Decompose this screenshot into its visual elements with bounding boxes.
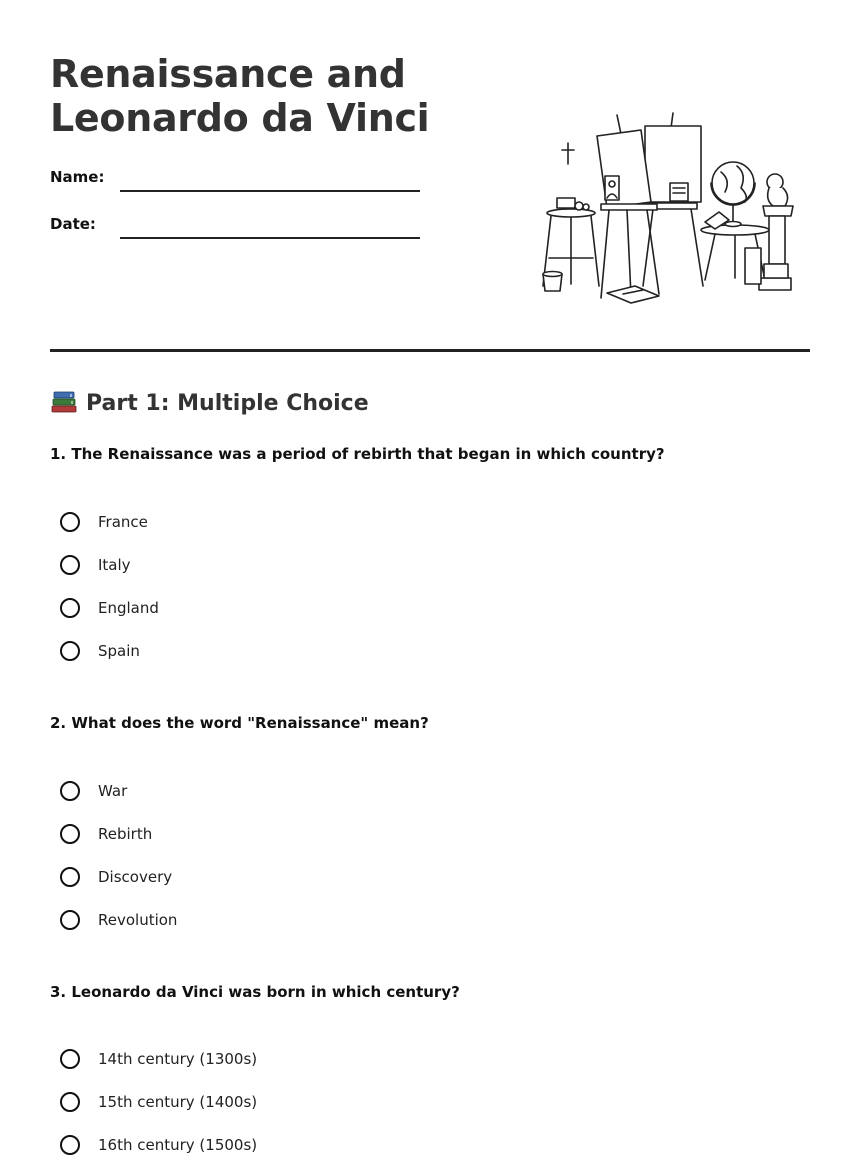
option-label: Discovery (98, 868, 173, 886)
option-label: 15th century (1400s) (98, 1093, 258, 1111)
name-label: Name: (50, 168, 105, 186)
bucket-icon (543, 272, 562, 292)
radio-button[interactable] (60, 824, 80, 844)
q3-option-14th-century[interactable] (60, 1048, 460, 1074)
date-field[interactable] (50, 209, 420, 239)
option-label: War (98, 782, 128, 800)
date-line[interactable] (120, 237, 420, 239)
q1-option-england[interactable] (60, 597, 460, 623)
title-line-2: Leonardo da Vinci (50, 96, 430, 140)
option-label: Rebirth (98, 825, 153, 843)
cross-icon (562, 143, 574, 164)
q3-option-16th-century[interactable] (60, 1134, 460, 1160)
title-line-1: Renaissance and (50, 52, 406, 96)
option-label: Revolution (98, 911, 178, 929)
papers-icon (607, 286, 659, 303)
books-icon (50, 388, 78, 414)
radio-button[interactable] (60, 512, 80, 532)
part-1-heading (50, 388, 369, 419)
question-2: 2. What does the word "Renaissance" mean? (50, 714, 429, 732)
radio-button[interactable] (60, 598, 80, 618)
option-label: Spain (98, 642, 140, 660)
date-label: Date: (50, 215, 96, 233)
radio-button[interactable] (60, 1049, 80, 1069)
q1-option-italy[interactable] (60, 554, 460, 580)
option-label: France (98, 513, 148, 531)
artist-studio-illustration (535, 108, 800, 308)
radio-button[interactable] (60, 910, 80, 930)
header-divider (50, 349, 810, 352)
q3-option-15th-century[interactable] (60, 1091, 460, 1117)
radio-button[interactable] (60, 1092, 80, 1112)
q2-option-war[interactable] (60, 780, 460, 806)
option-label: 16th century (1500s) (98, 1136, 258, 1154)
question-1: 1. The Renaissance was a period of rebirth that began in which country? (50, 445, 665, 463)
radio-button[interactable] (60, 641, 80, 661)
question-3: 3. Leonardo da Vinci was born in which century? (50, 983, 460, 1001)
q2-option-discovery[interactable] (60, 866, 460, 892)
q1-option-spain[interactable] (60, 640, 460, 666)
name-field[interactable] (50, 162, 420, 192)
q1-option-france[interactable] (60, 511, 460, 537)
worksheet-title (50, 52, 429, 140)
option-label: 14th century (1300s) (98, 1050, 258, 1068)
q2-option-revolution[interactable] (60, 909, 460, 935)
q2-option-rebirth[interactable] (60, 823, 460, 849)
radio-button[interactable] (60, 867, 80, 887)
radio-button[interactable] (60, 1135, 80, 1155)
radio-button[interactable] (60, 555, 80, 575)
name-line[interactable] (120, 190, 420, 192)
part-1-heading-text: Part 1: Multiple Choice (86, 391, 369, 416)
option-label: England (98, 599, 159, 617)
back-easel-icon (643, 113, 703, 286)
radio-button[interactable] (60, 781, 80, 801)
option-label: Italy (98, 556, 131, 574)
